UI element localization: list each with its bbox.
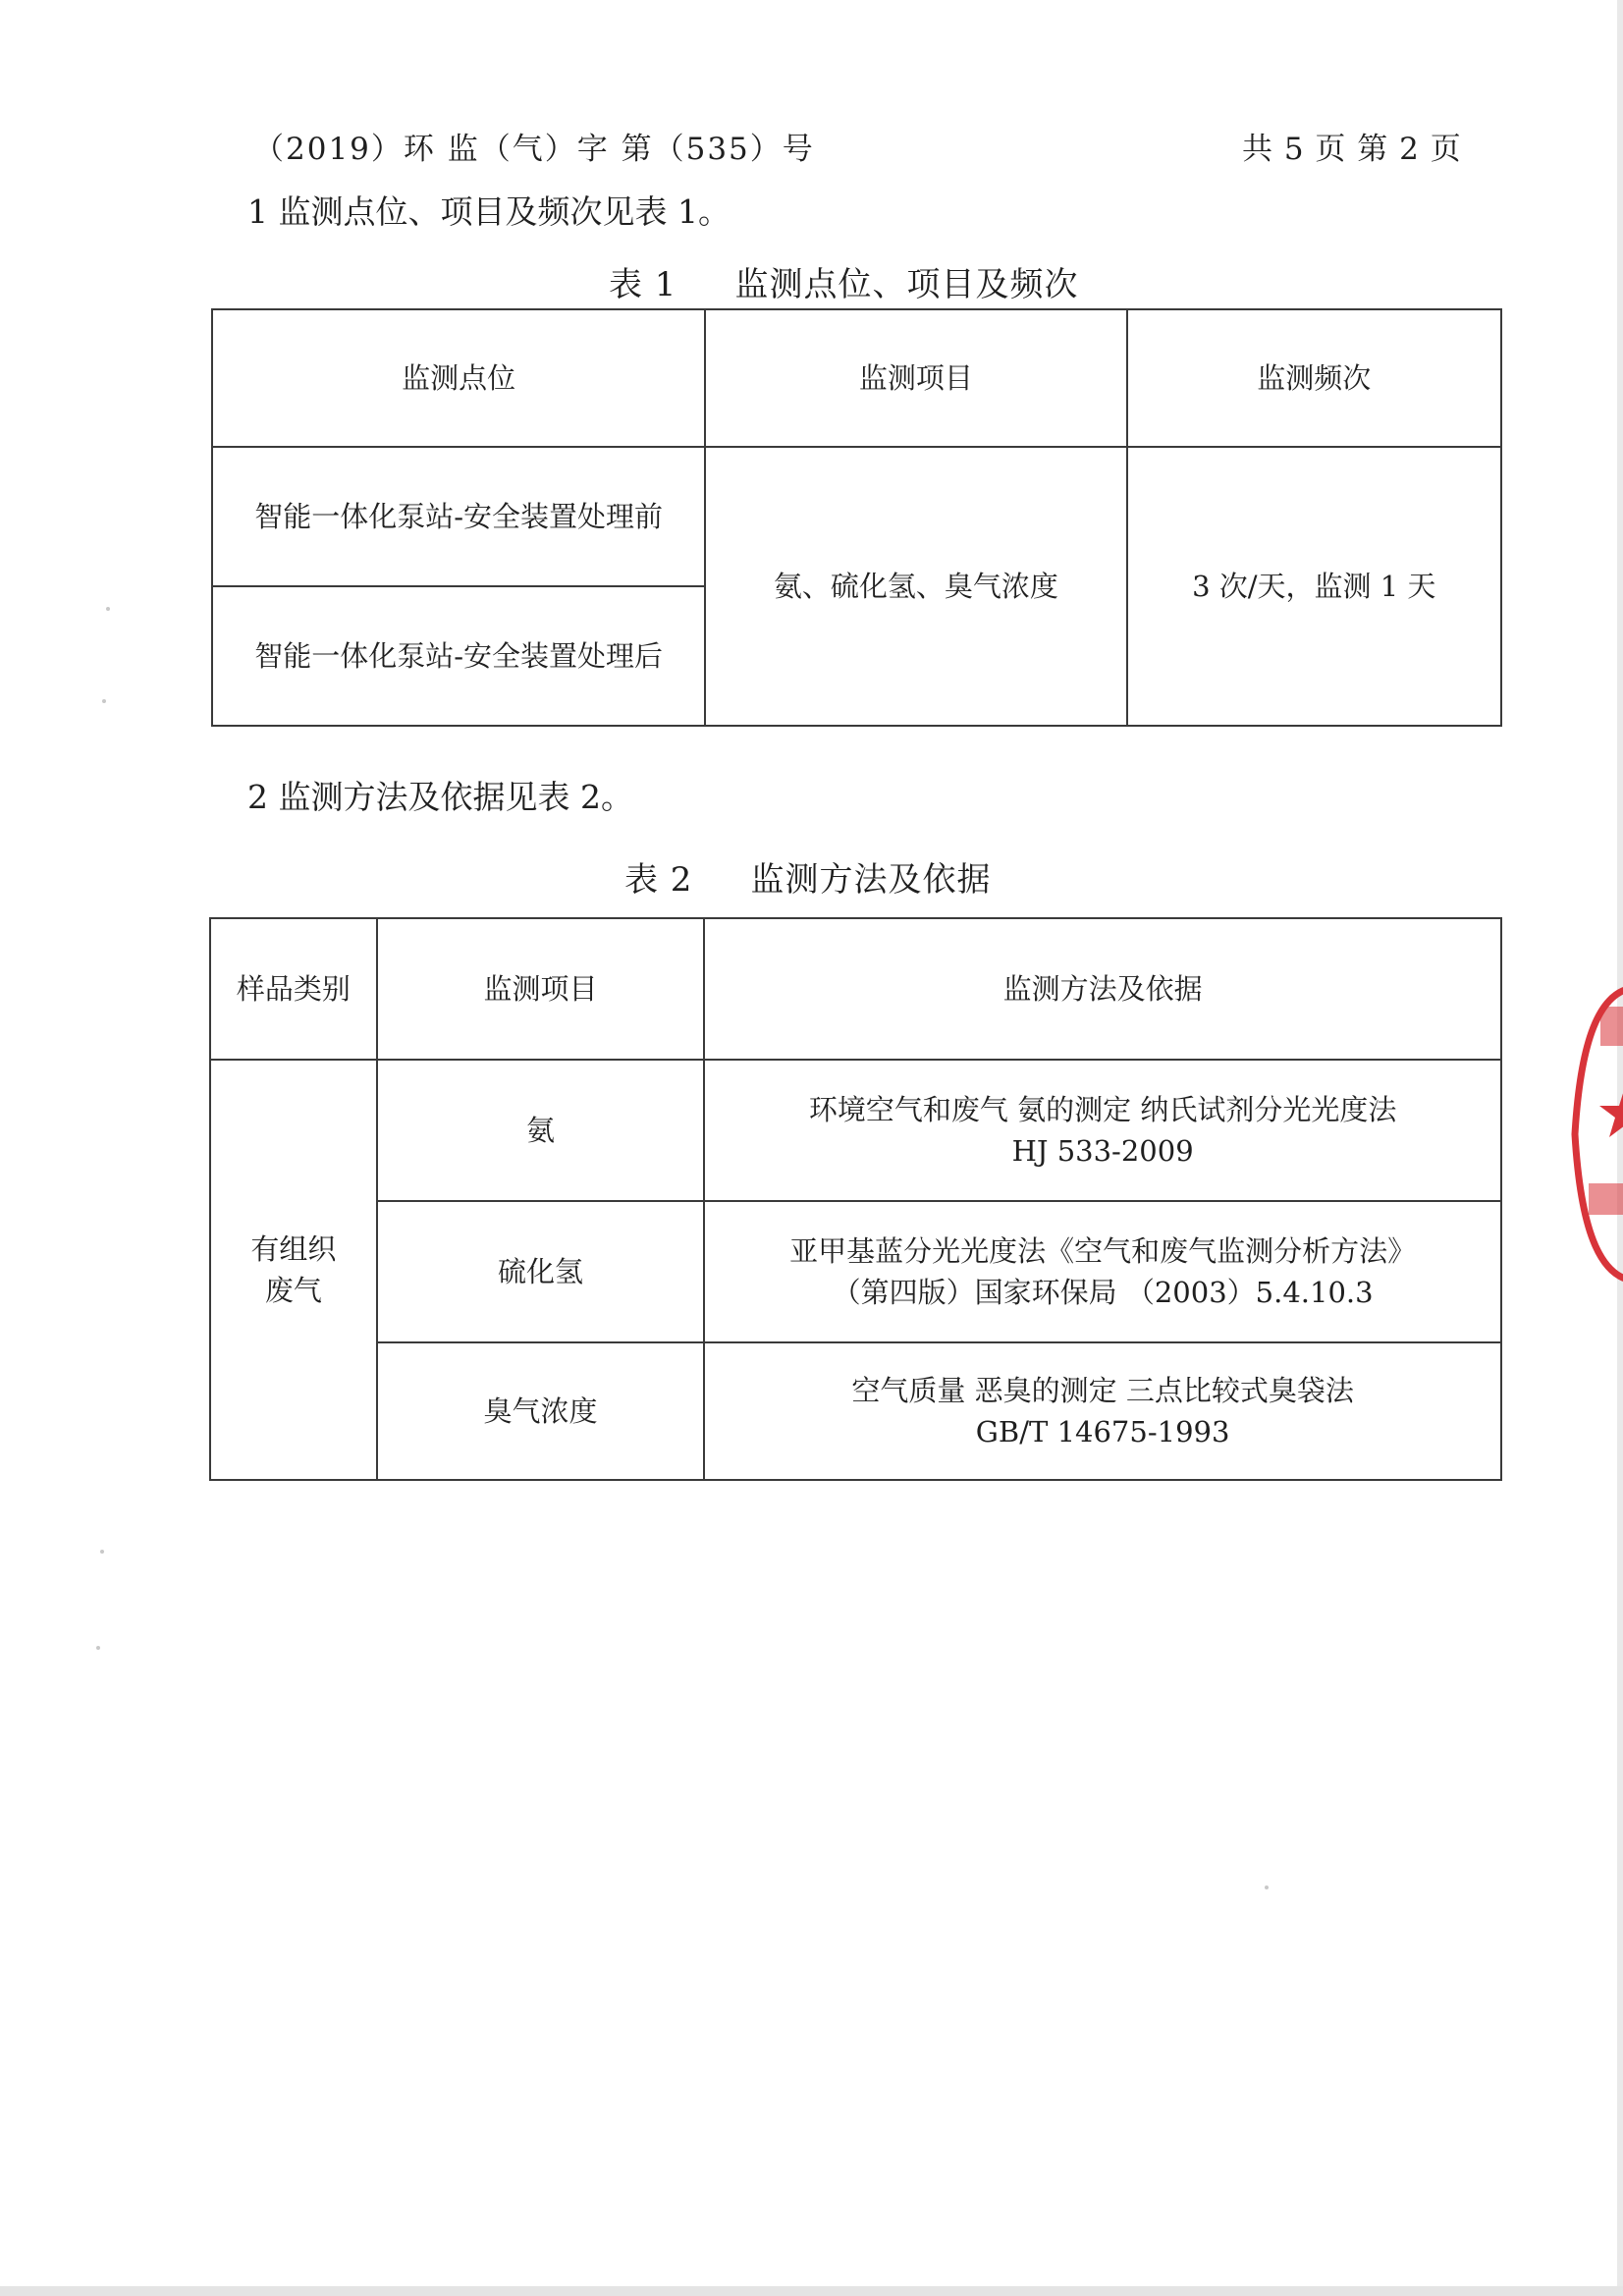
table2-header-category: 样品类别 bbox=[210, 918, 377, 1060]
section1-intro: 1 监测点位、项目及频次见表 1。 bbox=[247, 192, 730, 231]
monitoring-point-cell: 智能一体化泵站-安全装置处理后 bbox=[212, 586, 705, 726]
scan-speck bbox=[96, 1646, 100, 1650]
scan-speck bbox=[106, 607, 110, 611]
method-cell bbox=[704, 1201, 1501, 1342]
table1-header-point: 监测点位 bbox=[212, 309, 705, 447]
table2 bbox=[209, 917, 1502, 1481]
method-standard: （第四版）国家环保局 （2003）5.4.10.3 bbox=[832, 1276, 1374, 1309]
monitoring-item-cell: 臭气浓度 bbox=[377, 1342, 704, 1480]
section2-intro: 2 监测方法及依据见表 2。 bbox=[247, 778, 633, 816]
stamp-star-icon bbox=[1599, 1087, 1623, 1137]
monitoring-item-cell: 硫化氢 bbox=[377, 1201, 704, 1342]
table-row bbox=[212, 447, 1501, 586]
document-number: （2019）环 监（气）字 第（535）号 bbox=[253, 132, 815, 167]
monitoring-item-cell: 氨 bbox=[377, 1060, 704, 1201]
table2-header-item: 监测项目 bbox=[377, 918, 704, 1060]
table2-header-method: 监测方法及依据 bbox=[704, 918, 1501, 1060]
method-name: 亚甲基蓝分光光度法《空气和废气监测分析方法》 bbox=[789, 1234, 1417, 1268]
table-row bbox=[210, 1060, 1501, 1201]
table-row bbox=[210, 1201, 1501, 1342]
scan-speck bbox=[100, 1550, 104, 1554]
table1-header-row bbox=[212, 309, 1501, 447]
monitoring-frequency-cell: 3 次/天，监测 1 天 bbox=[1127, 447, 1501, 726]
sample-category-cell bbox=[210, 1060, 377, 1480]
scan-speck bbox=[1265, 1886, 1269, 1889]
table1 bbox=[211, 308, 1502, 727]
table-row bbox=[210, 1342, 1501, 1480]
method-name: 空气质量 恶臭的测定 三点比较式臭袋法 bbox=[851, 1374, 1354, 1407]
method-cell bbox=[704, 1342, 1501, 1480]
method-standard: HJ 533-2009 bbox=[1011, 1134, 1194, 1168]
method-standard: GB/T 14675-1993 bbox=[975, 1415, 1230, 1449]
page-info: 共 5 页 第 2 页 bbox=[1242, 132, 1462, 167]
page-edge-bottom bbox=[0, 2286, 1623, 2296]
method-name: 环境空气和废气 氨的测定 纳氏试剂分光光度法 bbox=[808, 1093, 1397, 1126]
scan-speck bbox=[102, 699, 106, 703]
method-cell bbox=[704, 1060, 1501, 1201]
table2-header-row bbox=[210, 918, 1501, 1060]
table1-header-items: 监测项目 bbox=[705, 309, 1126, 447]
monitoring-items-cell: 氨、硫化氢、臭气浓度 bbox=[705, 447, 1126, 726]
table1-caption: 表 1 监测点位、项目及频次 bbox=[609, 265, 1079, 304]
official-seal-stamp bbox=[1561, 977, 1623, 1291]
table1-header-frequency: 监测频次 bbox=[1127, 309, 1501, 447]
sample-category-line1: 有组织 bbox=[250, 1232, 337, 1266]
table2-caption: 表 2 监测方法及依据 bbox=[624, 860, 992, 900]
monitoring-point-cell: 智能一体化泵站-安全装置处理前 bbox=[212, 447, 705, 586]
sample-category-line2: 废气 bbox=[264, 1274, 322, 1307]
